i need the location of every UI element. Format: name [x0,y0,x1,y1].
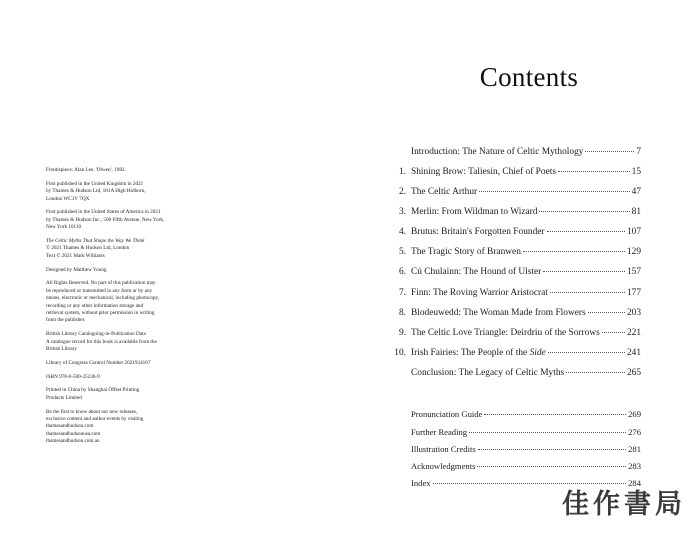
rights-statement: All Rights Reserved. No part of this publication may be reproduced or transmitted in any form or by any means, electronic or mechanical, including photocopy, recording or any other information storage and retrieval system, without prior permission in writing from the publisher. [46,280,160,324]
copyright-notice [46,238,196,260]
copyright-lines: © 2021 Thames & Hudson Ltd, London Text © 2021 Mark Williams [46,245,130,259]
dot-leader [477,466,626,467]
toc-entry-chapter-4[interactable] [398,227,641,237]
toc-page-number: 177 [626,288,641,298]
toc-entry-label: Index [411,478,431,488]
toc-entry-chapter-10[interactable] [394,348,641,358]
us-edition-note: First published in the United States of America in 2021 by Thames & Hudson Inc., 500 Fifth Avenue, New York, New York 10110 [46,209,165,231]
toc-page-number: 107 [626,227,641,237]
toc-page-number: 265 [626,368,641,378]
dot-leader [523,251,625,252]
toc-entry-label: Merlin: From Wildman to Wizard [411,207,538,217]
toc-entry-label: Shining Brow: Taliesin, Chief of Poets [411,167,556,177]
dot-leader [566,372,625,373]
toc-page-number: 203 [626,308,641,318]
toc-entry-chapter-1[interactable] [398,167,641,177]
chapter-number: 7. [398,288,406,298]
toc-page-number: 129 [626,247,641,257]
toc-page-number: 47 [631,187,641,197]
toc-entry-label: Illustration Credits [411,444,476,454]
dot-leader [478,449,626,450]
dot-leader [550,292,625,293]
chapter-number: 6. [398,267,406,277]
designer-credit: Designed by Matthew Young [46,266,107,273]
toc-entry-label-italic: Side [529,348,546,358]
toc-entry-illustration-credits[interactable] [411,444,641,454]
dot-leader [588,312,625,313]
newsletter-note [46,409,196,446]
toc-entry-label: Cú Chulainn: The Hound of Ulster [411,267,542,277]
toc-page-number: 284 [628,478,641,488]
toc-page-number: 221 [626,328,641,338]
toc-page-number: 281 [628,444,641,454]
toc-entry-chapter-5[interactable] [398,247,641,257]
toc-page-number: 241 [626,348,641,358]
dot-leader [543,271,625,272]
dot-leader [469,432,626,433]
toc-entry-label: Introduction: The Nature of Celtic Mythology [411,147,584,157]
toc-entry-label: Further Reading [411,427,468,437]
isbn: ISBN 978-0-500-25236-9 [46,373,100,380]
toc-entry-acknowledgments[interactable] [411,461,641,471]
book-title: The Celtic Myths That Shape the Way We Think [46,238,145,245]
website-link-us[interactable]: thamesandhudsonusa.com [46,430,101,437]
chapter-number: 5. [398,247,406,257]
dot-leader [484,414,626,415]
toc-entry-label: Pronunciation Guide [411,409,483,419]
toc-entry-label [411,348,546,358]
chapter-number: 8. [398,308,406,318]
dot-leader [585,151,634,152]
toc-entry-label: The Celtic Love Triangle: Deirdriu of the Sorrows [411,328,600,338]
uk-edition-note: First published in the United Kingdom in 2021 by Thames & Hudson Ltd, 181A High Holborn, London WC1V 7QX [46,180,146,202]
dot-leader [548,352,625,353]
copyright-block [46,167,196,452]
toc-entry-further-reading[interactable] [411,427,641,437]
toc-page-number: 15 [631,167,641,177]
toc-entry-pronunciation-guide[interactable] [411,409,641,419]
toc-entry-label: Blodeuwedd: The Woman Made from Flowers [411,308,586,318]
chapter-number: 3. [398,207,406,217]
dot-leader [479,191,629,192]
toc-entry-chapter-7[interactable] [398,288,641,298]
dot-leader [602,332,625,333]
website-link-uk[interactable]: thamesandhudson.com [46,423,94,430]
toc-page-number: 276 [628,427,641,437]
toc-entry-label: Brutus: Britain's Forgotten Founder [411,227,545,237]
cip-data: British Library Cataloguing-in-Publication Data A catalogue record for this book is available from the British Library [46,331,157,353]
toc-entry-chapter-6[interactable] [398,267,641,277]
chapter-number: 1. [398,167,406,177]
toc-page-number: 283 [628,461,641,471]
toc-entry-chapter-2[interactable] [398,187,641,197]
toc-entry-introduction[interactable] [411,147,641,157]
watermark-logo: 佳作書局 [562,489,686,520]
dot-leader [539,211,629,212]
toc-entry-conclusion[interactable] [411,368,641,378]
toc-entry-label: The Celtic Arthur [411,187,478,197]
frontispiece-credit: Frontispiece: Alan Lee, 'Olwen', 1982. [46,167,126,173]
toc-entry-label: Finn: The Roving Warrior Aristocrat [411,288,548,298]
toc-entry-label: Acknowledgments [411,461,476,471]
toc-entry-chapter-9[interactable] [398,328,641,338]
toc-page-number: 157 [626,267,641,277]
chapter-number: 9. [398,328,406,338]
chapter-number: 2. [398,187,406,197]
toc-page-number: 269 [628,409,641,419]
page-title: Contents [479,62,579,92]
website-link-au[interactable]: thamesandhudson.com.au [46,438,100,445]
chapter-number: 4. [398,227,406,237]
chapter-number: 10. [394,348,406,358]
toc-entry-label-main: Irish Fairies: The People of the [411,348,530,358]
dot-leader [547,231,625,232]
toc-entry-chapter-8[interactable] [398,308,641,318]
loc-number: Library of Congress Control Number 2021934167 [46,359,151,366]
printer-note: Printed in China by Shanghai Offset Printing Products Limited [46,387,140,401]
toc-entry-chapter-3[interactable] [398,207,641,217]
toc-page-number: 7 [636,147,641,157]
dot-leader [558,171,630,172]
toc-entry-label: The Tragic Story of Branwen [411,247,521,257]
newsletter-text: Be the first to know about our new releases, exclusive content and author events by visiting [46,408,144,423]
toc-page-number: 81 [631,207,641,217]
toc-entry-label: Conclusion: The Legacy of Celtic Myths [411,368,565,378]
